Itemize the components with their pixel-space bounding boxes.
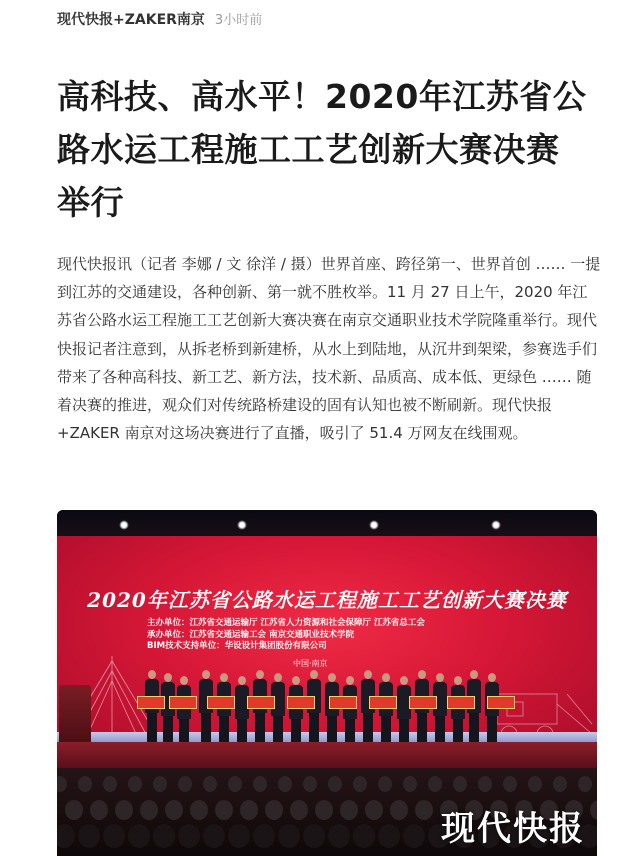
award-placard — [409, 696, 437, 709]
stage-front — [57, 742, 597, 768]
audience-head — [165, 800, 183, 820]
person-figure — [161, 673, 175, 745]
audience-head — [153, 824, 175, 848]
screen-info — [147, 618, 567, 653]
award-placard — [447, 696, 475, 709]
article-photo[interactable] — [57, 510, 597, 856]
photo-watermark: 现代快报 — [441, 809, 585, 849]
person-figure — [379, 673, 393, 745]
audience-head — [415, 800, 433, 820]
article-header — [57, 9, 262, 29]
person-figure — [343, 676, 357, 748]
screen-place: 中国·南京 — [293, 659, 328, 668]
audience-head — [228, 824, 250, 848]
person-figure — [325, 673, 339, 745]
audience-head — [403, 824, 425, 848]
audience-head — [178, 776, 192, 792]
audience-head — [590, 800, 597, 820]
audience-head — [278, 824, 300, 848]
audience-head — [353, 824, 375, 848]
audience-head — [578, 776, 592, 792]
audience-head — [228, 776, 242, 792]
person-figure — [289, 676, 303, 748]
award-placard — [247, 696, 275, 709]
audience-head — [190, 800, 208, 820]
audience-head — [553, 776, 567, 792]
audience-head — [203, 776, 217, 792]
audience-head — [528, 776, 542, 792]
audience-head — [240, 800, 258, 820]
audience-head — [103, 824, 125, 848]
audience-head — [428, 776, 442, 792]
audience-head — [178, 824, 200, 848]
audience-head — [203, 824, 225, 848]
audience-head — [253, 824, 275, 848]
audience-head — [378, 776, 392, 792]
audience-head — [303, 776, 317, 792]
audience-head — [103, 776, 117, 792]
audience-head — [403, 776, 417, 792]
award-placard — [369, 696, 397, 709]
screen-line: 承办单位：江苏省交通运输工会 南京交通职业技术学院 — [147, 629, 354, 640]
person-figure — [451, 676, 465, 748]
audience-head — [453, 776, 467, 792]
audience-head — [215, 800, 233, 820]
screen-line: 主办单位：江苏省交通运输厅 江苏省人力资源和社会保障厅 江苏省总工会 — [147, 618, 425, 628]
audience-head — [278, 776, 292, 792]
ceiling-light — [237, 520, 247, 530]
person-figure — [485, 673, 499, 745]
screen-title: 2020年江苏省公路水运工程施工工艺创新大赛决赛 — [87, 588, 567, 612]
audience-head — [90, 800, 108, 820]
audience-head — [78, 824, 100, 848]
audience-head — [503, 776, 517, 792]
audience-head — [128, 776, 142, 792]
award-placard — [207, 696, 235, 709]
audience-head — [478, 776, 492, 792]
audience-head — [57, 824, 75, 848]
audience-head — [265, 800, 283, 820]
award-placard — [487, 696, 515, 709]
audience-head — [365, 800, 383, 820]
audience-head — [390, 800, 408, 820]
audience-head — [128, 824, 150, 848]
audience-head — [340, 800, 358, 820]
article-body: 现代快报讯（记者 李娜 / 文 徐洋 / 摄）世界首座、跨径第一、世界首创 …… 一提到江苏的交通建设，各种创新、第一就不胜枚举。11 月 27 日上午，2020 年江苏省公路水运工程施工工艺创新大赛决赛在南京交通职业技术学院隆重举行。现代快报记者注意到，从拆老桥到新建桥，从水上到陆地，从沉井到架梁，参赛选手们带来了各种高科技、新工艺、新方法，技术新、品质高、成本低、更绿色 …… 随着决赛的推进，观众们对传统路桥建设的固有认知也被不断刷新。现代快报 +ZAKER 南京对这场决赛进行了直播，吸引了 51.4 万网友在线围观。 — [57, 255, 601, 443]
audience-head — [328, 776, 342, 792]
audience-head — [153, 776, 167, 792]
audience-head — [378, 824, 400, 848]
ceiling-light — [119, 520, 129, 530]
person-figure — [235, 676, 249, 748]
person-figure — [177, 676, 191, 748]
award-placard — [169, 696, 197, 709]
audience-head — [65, 800, 83, 820]
ceiling-light — [491, 520, 501, 530]
ceiling-light — [369, 520, 379, 530]
article-title: 高科技、高水平！2020年江苏省公路水运工程施工工艺创新大赛决赛举行 — [57, 77, 587, 222]
award-placard — [137, 696, 165, 709]
screen-line: BIM技术支持单位：华设设计集团股份有限公司 — [147, 641, 327, 651]
audience-head — [328, 824, 350, 848]
person-figure — [217, 673, 231, 745]
audience-head — [290, 800, 308, 820]
audience-head — [353, 776, 367, 792]
person-figure — [271, 673, 285, 745]
audience-head — [315, 800, 333, 820]
award-placard — [287, 696, 315, 709]
person-figure — [433, 673, 447, 745]
podium — [59, 685, 91, 745]
source-name[interactable]: 现代快报+ZAKER南京 — [57, 12, 205, 28]
audience-head — [57, 776, 67, 792]
audience-head — [140, 800, 158, 820]
audience-head — [303, 824, 325, 848]
award-placard — [329, 696, 357, 709]
audience-head — [78, 776, 92, 792]
person-figure — [397, 676, 411, 748]
publish-time: 3小时前 — [214, 13, 263, 28]
audience-head — [253, 776, 267, 792]
audience-head — [115, 800, 133, 820]
